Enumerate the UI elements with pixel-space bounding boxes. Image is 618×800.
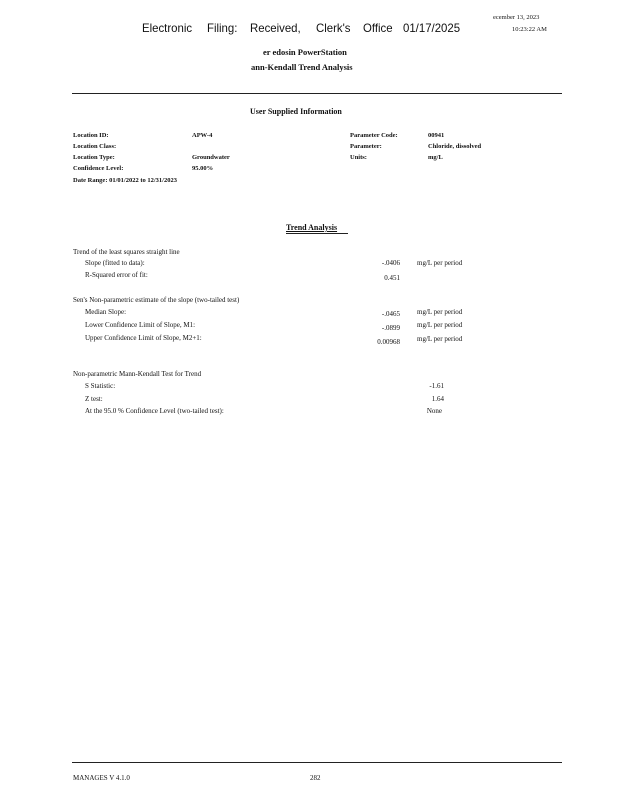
parameter-label: Parameter:: [350, 143, 382, 150]
parameter-code-label: Parameter Code:: [350, 132, 398, 139]
location-type-value: Groundwater: [192, 154, 230, 161]
stamp-word-filing: Filing:: [207, 21, 238, 35]
parameter-value: Chloride, dissolved: [428, 143, 482, 150]
footer-divider: [72, 762, 562, 763]
mann-kendall-title: Non-parametric Mann-Kendall Test for Trend: [73, 370, 202, 378]
location-id-value: APW-4: [192, 132, 213, 139]
page-number: 282: [310, 774, 321, 782]
units-label: Units:: [350, 154, 367, 161]
z-test-label: Z test:: [85, 395, 103, 403]
upper-limit-label: Upper Confidence Limit of Slope, M2+1:: [85, 334, 202, 342]
slope-value: -.0406: [381, 259, 400, 267]
parameter-code-value: 00941: [428, 132, 445, 139]
lower-limit-unit: mg/L per period: [417, 321, 463, 329]
report-date: ecember 13, 2023: [493, 14, 540, 21]
confidence-result-label: At the 95.0 % Confidence Level (two-tailed test):: [85, 407, 224, 415]
report-title-line2: ann-Kendall Trend Analysis: [251, 62, 353, 72]
median-slope-label: Median Slope:: [85, 308, 127, 316]
slope-label: Slope (fitted to data):: [85, 259, 145, 267]
date-range: Date Range: 01/01/2022 to 12/31/2023: [73, 177, 177, 184]
units-value: mg/L: [428, 154, 443, 161]
confidence-level-label: Confidence Level:: [73, 165, 124, 172]
header-divider: [72, 93, 562, 94]
s-statistic-label: S Statistic:: [85, 382, 116, 390]
sen-slope-title: Sen's Non-parametric estimate of the slope (two-tailed test): [73, 296, 240, 304]
confidence-result-value: None: [426, 407, 442, 415]
stamp-word-clerks: Clerk's: [316, 21, 351, 35]
software-version: MANAGES V 4.1.0: [73, 774, 130, 782]
trend-analysis-heading: Trend Analysis: [286, 223, 338, 232]
slope-unit: mg/L per period: [417, 259, 463, 267]
upper-limit-unit: mg/L per period: [417, 335, 463, 343]
lower-limit-value: -.0899: [381, 324, 400, 332]
location-type-label: Location Type:: [73, 154, 115, 161]
location-id-label: Location ID:: [73, 132, 109, 139]
r-squared-value: 0.451: [384, 274, 400, 282]
r-squared-label: R-Squared error of fit:: [85, 271, 148, 279]
stamp-date: 01/17/2025: [403, 21, 461, 35]
location-class-label: Location Class:: [73, 143, 117, 150]
lower-limit-label: Lower Confidence Limit of Slope, M1:: [85, 321, 196, 329]
confidence-level-value: 95.00%: [192, 165, 214, 172]
z-test-value: 1.64: [431, 395, 444, 403]
median-slope-value: -.0465: [381, 310, 400, 318]
upper-limit-value: 0.00968: [377, 338, 400, 346]
least-squares-title: Trend of the least squares straight line: [73, 248, 180, 256]
stamp-word-office: Office: [363, 21, 393, 35]
trend-heading-underline: [286, 233, 348, 234]
stamp-word-received: Received,: [250, 21, 301, 35]
stamp-word-electronic: Electronic: [142, 21, 193, 35]
user-info-heading: User Supplied Information: [250, 107, 342, 116]
report-time: 10:23:22 AM: [512, 26, 547, 33]
median-slope-unit: mg/L per period: [417, 308, 463, 316]
s-statistic-value: -1.61: [429, 382, 444, 390]
report-title-line1: er edosin PowerStation: [263, 47, 347, 57]
